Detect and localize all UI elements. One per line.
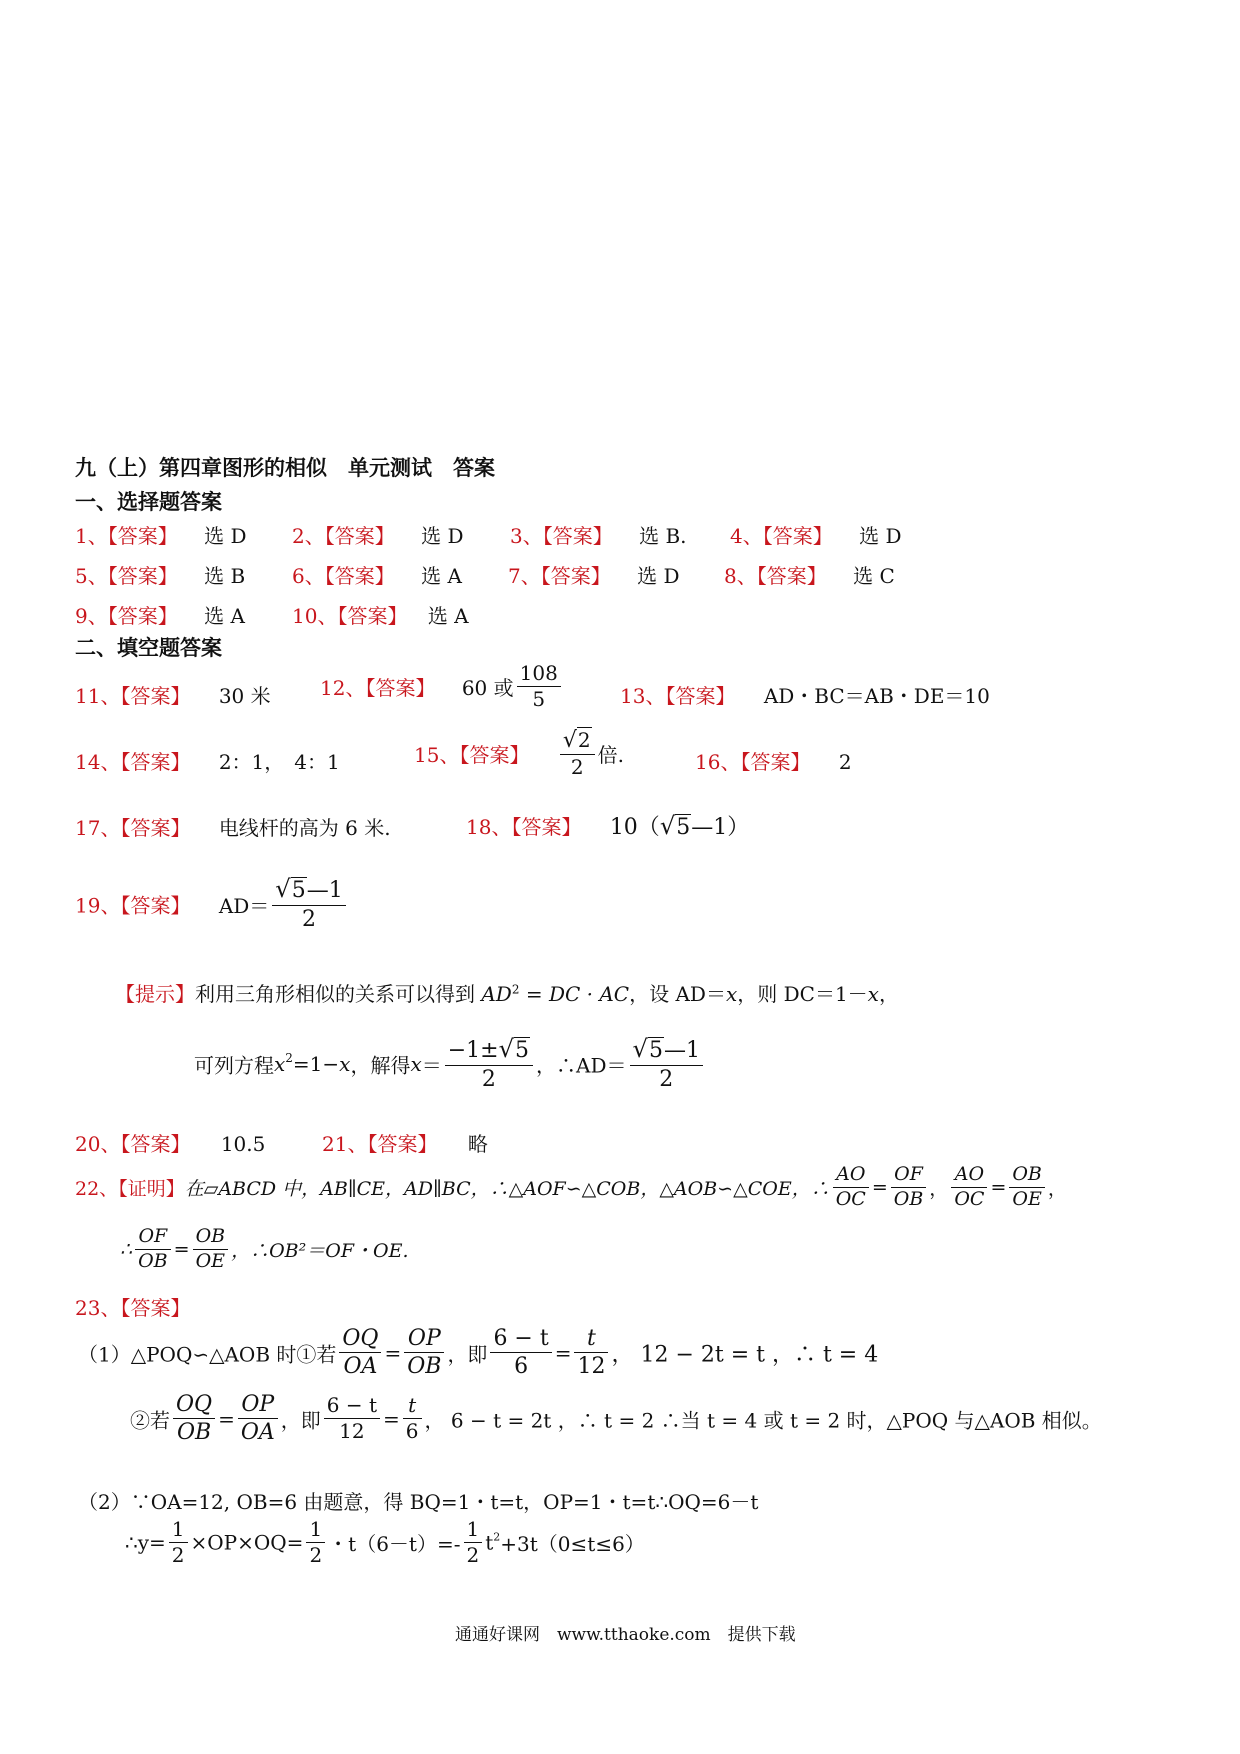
answer-tag: 【答案】 <box>740 750 811 774</box>
page-footer: 通通好课网 www.tthaoke.com 提供下载 <box>455 1625 796 1645</box>
solution-text: （1）△POQ∽△AOB 时①若 <box>78 1342 337 1367</box>
numerator: 6 − t <box>490 1326 551 1353</box>
hint-text: =1− <box>292 1052 340 1077</box>
denominator: OA <box>343 1354 378 1380</box>
question-number: 22、 <box>75 1177 119 1200</box>
hint-text: ， <box>878 982 899 1006</box>
answer-tag: 【答案】 <box>120 1132 191 1156</box>
fraction <box>324 1394 380 1443</box>
fraction <box>445 1036 533 1092</box>
question-number: 5、 <box>75 564 108 588</box>
solution-text: ， 6 − t = 2t ，∴ t = 2 ∴当 t = 4 或 t = 2 时，△POQ 与△AOB 相似。 <box>424 1408 1102 1433</box>
hint-line-1 <box>115 978 899 1007</box>
fraction <box>272 876 345 932</box>
numerator: OF <box>135 1226 171 1250</box>
answer-tag: 【答案】 <box>120 816 191 840</box>
answer-tag: 【答案】 <box>120 893 191 918</box>
math-term: AD <box>481 982 512 1006</box>
list-item <box>75 812 391 841</box>
list-item <box>724 560 895 589</box>
solution-line-2: ②若 $\frac{OQ}{OB}$ = $\frac{OP}{OA}$ ，即 $\frac{6 - t}{12}$ = $\frac{t}{6}$ ， 6 − t = 2t ，∴ t = 2 ∴当 t = 4 或 t = 2 时，△POQ 与△AOB 相似。 <box>130 1392 1102 1446</box>
list-item <box>320 662 564 711</box>
answer-tag: 【答案】 <box>365 676 436 700</box>
list-item <box>322 1128 488 1157</box>
fraction <box>193 1226 229 1273</box>
numerator: OB <box>193 1226 229 1250</box>
solution-line-4 <box>125 1518 645 1567</box>
denominator: OE <box>195 1249 226 1272</box>
question-number: 21、 <box>322 1132 368 1156</box>
list-item <box>414 728 624 779</box>
solution-text: +3t（0≤t≤6） <box>500 1532 645 1556</box>
list-item <box>75 1128 265 1157</box>
sqrt-symbol: √5 <box>498 1035 530 1063</box>
question-number: 8、 <box>724 564 757 588</box>
fraction <box>574 1326 608 1380</box>
answer-tag: 【答案】 <box>511 815 582 839</box>
answer-text: 2 <box>838 750 852 774</box>
numerator: 108 <box>517 662 561 687</box>
list-item <box>292 600 469 629</box>
numerator <box>272 876 345 906</box>
solution-line-1: （1）△POQ∽△AOB 时①若 $\frac{OQ}{OA}$ = $\frac{OP}{OB}$ ，即 $\frac{6 - t}{6}$ = $\frac{t}{12}$ ， 12 − 2t = t ，∴ t = 4 <box>78 1326 879 1380</box>
question-number: 9、 <box>75 604 108 628</box>
fraction <box>630 1036 703 1092</box>
answer-tag: 【答案】 <box>107 604 178 628</box>
section-heading-choice: 一、选择题答案 <box>75 489 222 514</box>
solution-line-3: （2）∵OA=12, OB=6 由题意，得 BQ=1・t=t，OP=1・t=t∴OQ=6－t <box>78 1490 759 1514</box>
answer-text: 选 D <box>204 524 247 548</box>
denominator: 6 <box>405 1419 419 1444</box>
superscript: 2 <box>493 1530 501 1544</box>
fraction <box>403 1394 422 1443</box>
denominator: 2 <box>481 1066 496 1092</box>
list-item <box>75 600 245 629</box>
fraction <box>490 1326 551 1380</box>
fraction <box>951 1164 987 1211</box>
answer-tag: 【答案】 <box>762 524 833 548</box>
hint-line-2 <box>194 1036 706 1092</box>
answer-tag: 【答案】 <box>367 1132 438 1156</box>
question-number: 16、 <box>695 750 741 774</box>
question-number: 23、 <box>75 1296 121 1320</box>
numerator: 1 <box>169 1518 188 1543</box>
question-number: 20、 <box>75 1132 121 1156</box>
answer-text: 选 A <box>421 564 462 588</box>
sqrt-symbol: √2 <box>562 728 591 753</box>
fraction <box>1009 1164 1045 1211</box>
fraction <box>464 1518 483 1567</box>
denominator: OC <box>835 1187 866 1210</box>
answer-text: 10.5 <box>220 1132 266 1156</box>
fraction <box>173 1392 215 1446</box>
answer-tag: 【答案】 <box>120 684 191 708</box>
list-item <box>466 810 749 841</box>
answer-text: AD＝ <box>218 893 270 918</box>
answer-text: 30 米 <box>218 684 271 708</box>
section-heading-fill: 二、填空题答案 <box>75 635 222 660</box>
numerator: OF <box>891 1164 927 1188</box>
answer-text: 选 A <box>427 604 469 628</box>
answer-text: 选 C <box>853 564 895 588</box>
fraction <box>135 1226 171 1273</box>
answer-text: —1） <box>691 815 750 840</box>
numerator: t <box>574 1326 608 1353</box>
numerator-rest: —1 <box>663 1038 700 1063</box>
list-item <box>510 520 687 549</box>
fraction <box>560 728 595 779</box>
answer-tag: 【答案】 <box>540 564 611 588</box>
answer-tag: 【答案】 <box>107 564 178 588</box>
answer-text: 2：1， 4：1 <box>218 750 340 774</box>
radicand: 5 <box>648 1038 663 1063</box>
numerator <box>445 1036 533 1066</box>
superscript: 2 <box>285 1050 293 1065</box>
question-number: 4、 <box>730 524 763 548</box>
fraction <box>169 1518 188 1567</box>
solution-text: ②若 <box>130 1408 170 1433</box>
numerator: OQ <box>173 1392 215 1419</box>
denominator: 2 <box>466 1543 480 1567</box>
answer-text: 10（ <box>609 815 660 840</box>
sqrt-symbol: √5 <box>275 875 306 903</box>
list-item <box>730 520 902 549</box>
hint-text: 可列方程 <box>194 1053 274 1078</box>
denominator: OC <box>954 1187 985 1210</box>
answer-tag: 【答案】 <box>107 524 178 548</box>
solution-text: ×OP×OQ= <box>190 1530 304 1555</box>
question-number: 13、 <box>620 684 666 708</box>
fraction <box>404 1326 444 1380</box>
answer-text: 选 B <box>204 564 246 588</box>
denominator: 5 <box>532 687 546 711</box>
numerator <box>560 728 595 755</box>
question-number: 19、 <box>75 893 121 918</box>
proof-line-2: ∴ $\frac{OF}{OB}$ = $\frac{OB}{OE}$ ，∴OB²＝OF・OE. <box>120 1225 409 1272</box>
answer-tag: 【答案】 <box>756 564 827 588</box>
sqrt-symbol: √5 <box>659 812 691 840</box>
math-variable: x <box>725 982 738 1006</box>
solution-text: ， 12 − 2t = t ，∴ t = 4 <box>611 1342 879 1368</box>
answer-tag: 【答案】 <box>120 750 191 774</box>
list-item <box>620 680 990 709</box>
math-variable: x <box>339 1052 351 1077</box>
fraction <box>339 1326 381 1380</box>
answer-text: 选 D <box>421 524 464 548</box>
solution-text: ，即 <box>280 1408 321 1433</box>
answer-tag: 【答案】 <box>542 524 613 548</box>
hint-text: ＝ <box>421 1053 442 1078</box>
answer-text: 选 D <box>859 524 902 548</box>
answer-text: 选 B. <box>639 524 687 548</box>
denominator: 2 <box>659 1066 674 1092</box>
solution-text: t <box>485 1530 494 1555</box>
question-number: 18、 <box>466 815 512 839</box>
answer-tag: 【答案】 <box>120 1296 191 1320</box>
denominator: 2 <box>309 1543 323 1567</box>
hint-text: 利用三角形相似的关系可以得到 <box>195 982 475 1006</box>
denominator: OB <box>893 1187 924 1210</box>
fraction <box>833 1164 869 1211</box>
question-number: 2、 <box>292 524 325 548</box>
hint-text: ，∴AD＝ <box>536 1053 627 1078</box>
math-variable: x <box>867 982 879 1006</box>
answer-tag: 【证明】 <box>118 1177 185 1200</box>
denominator: 6 <box>514 1354 529 1380</box>
numerator <box>630 1036 703 1066</box>
numerator: OQ <box>339 1326 381 1353</box>
question-number: 12、 <box>320 676 366 700</box>
question-number: 11、 <box>75 684 121 708</box>
fraction <box>238 1392 278 1446</box>
solution-text: ，即 <box>447 1342 488 1367</box>
denominator: 12 <box>577 1354 606 1380</box>
numerator: OP <box>238 1392 278 1419</box>
list-item <box>75 680 271 709</box>
denominator: 2 <box>302 906 316 932</box>
list-item <box>75 560 245 589</box>
proof-text: ∴ <box>120 1238 133 1261</box>
numerator-rest: —1 <box>306 878 343 903</box>
list-item <box>292 560 462 589</box>
proof-text: 在▱ABCD 中，AB∥CE，AD∥BC，∴△AOF∽△COB，△AOB∽△COE，∴ <box>184 1177 830 1200</box>
denominator: 2 <box>570 755 584 780</box>
numerator: 1 <box>464 1518 483 1543</box>
numerator: 6 − t <box>324 1394 380 1419</box>
superscript: 2 <box>511 982 520 997</box>
list-item <box>75 1292 190 1321</box>
fraction <box>517 662 561 711</box>
numerator: AO <box>951 1164 987 1188</box>
proof-line-1: 22、【证明】在▱ABCD 中，AB∥CE，AD∥BC，∴△AOF∽△COB，△AOB∽△COE，∴ $\frac{AO}{OC}$ = $\frac{OF}{OB}$ ， $\frac{AO}{OC}$ = $\frac{OB}{OE}$ ， <box>75 1163 1067 1210</box>
answer-text: AD・BC＝AB・DE＝10 <box>763 684 990 708</box>
math-variable: x <box>274 1052 286 1077</box>
math-variable: x <box>410 1052 422 1077</box>
answer-text: 选 D <box>637 564 680 588</box>
fraction <box>306 1518 325 1567</box>
list-item <box>508 560 680 589</box>
numerator: 1 <box>306 1518 325 1543</box>
answer-text: 倍. <box>597 743 624 768</box>
list-item <box>75 746 340 775</box>
radicand: 5 <box>676 815 691 840</box>
fraction <box>891 1164 927 1211</box>
proof-text: ，∴OB²＝OF・OE. <box>231 1239 409 1262</box>
radicand: 5 <box>291 878 306 903</box>
answer-tag: 【答案】 <box>665 684 736 708</box>
hint-tag: 【提示】 <box>115 982 195 1006</box>
question-number: 6、 <box>292 564 325 588</box>
question-number: 3、 <box>510 524 543 548</box>
numerator: OB <box>1009 1164 1045 1188</box>
denominator: OB <box>407 1354 442 1380</box>
question-number: 1、 <box>75 524 108 548</box>
list-item <box>75 876 349 932</box>
answer-text: 选 A <box>204 604 245 628</box>
answer-text: 电线杆的高为 6 米. <box>218 816 391 840</box>
hint-text: ，则 DC＝1－ <box>737 982 868 1006</box>
math-term: = DC · AC <box>519 982 630 1006</box>
denominator: 2 <box>171 1543 185 1567</box>
denominator: OA <box>240 1420 275 1446</box>
question-number: 7、 <box>508 564 541 588</box>
list-item <box>695 746 852 775</box>
answer-text: 60 或 <box>461 676 514 700</box>
numerator: AO <box>833 1164 869 1188</box>
radicand: 5 <box>515 1038 530 1063</box>
list-item <box>75 520 247 549</box>
question-number: 10、 <box>292 604 338 628</box>
question-number: 17、 <box>75 816 121 840</box>
hint-text: ，设 AD＝ <box>629 982 726 1006</box>
answer-tag: 【答案】 <box>459 743 530 768</box>
page-title: 九（上）第四章图形的相似 单元测试 答案 <box>75 455 495 480</box>
question-number: 15、 <box>414 743 460 768</box>
solution-text: ∴y= <box>125 1530 166 1555</box>
radicand: 2 <box>577 728 591 752</box>
numerator-prefix: −1± <box>447 1038 499 1063</box>
denominator: OB <box>176 1420 212 1446</box>
solution-text: ・t（6－t）=- <box>328 1532 461 1556</box>
denominator: OE <box>1012 1187 1042 1210</box>
answer-tag: 【答案】 <box>337 604 408 628</box>
denominator: 12 <box>339 1419 365 1444</box>
sqrt-symbol: √5 <box>632 1035 663 1063</box>
numerator: OP <box>404 1326 444 1353</box>
answer-text: 略 <box>467 1132 488 1156</box>
denominator: OB <box>138 1249 168 1272</box>
list-item <box>292 520 464 549</box>
hint-text: ，解得 <box>350 1053 411 1078</box>
answer-tag: 【答案】 <box>324 564 395 588</box>
answer-tag: 【答案】 <box>324 524 395 548</box>
question-number: 14、 <box>75 750 121 774</box>
numerator: t <box>403 1394 422 1419</box>
